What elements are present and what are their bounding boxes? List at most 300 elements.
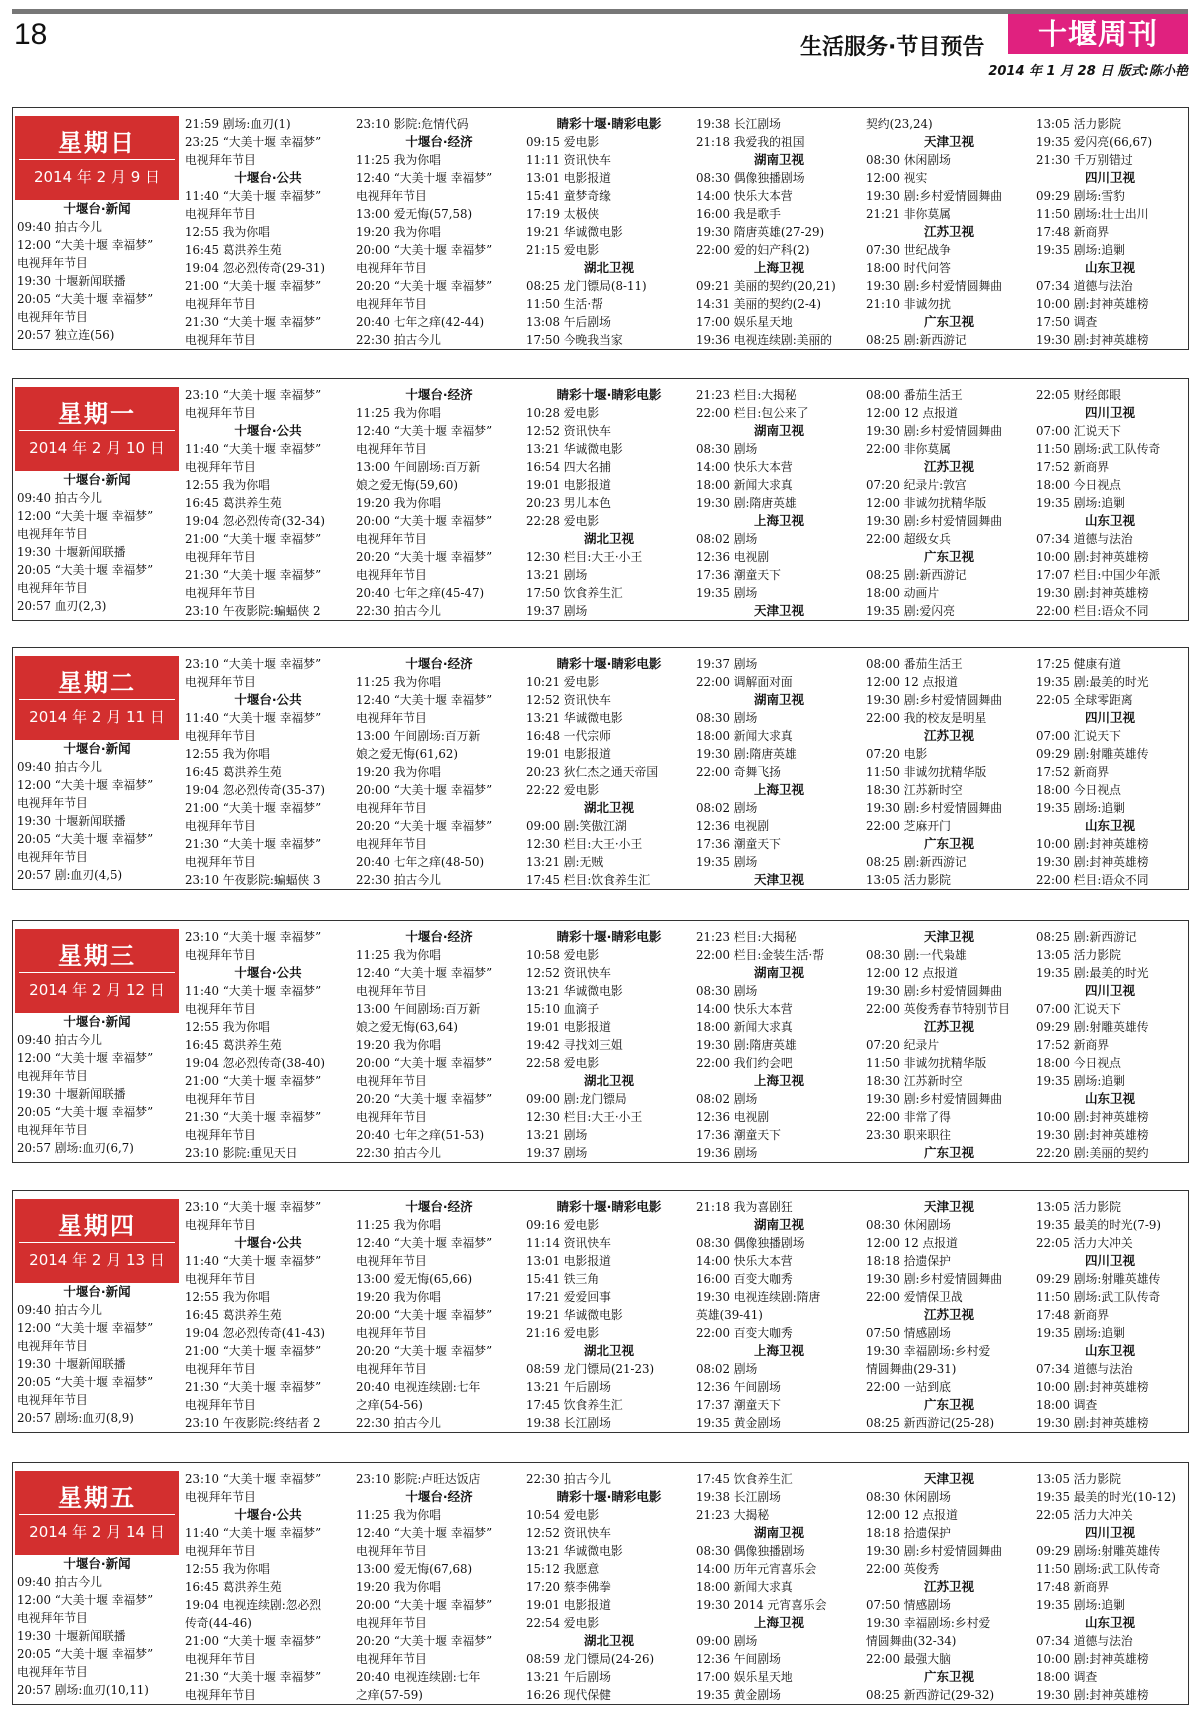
program-line: 23:10 影院:卢旺达饭店 — [356, 1472, 481, 1486]
program-line: 22:54 爱电影 — [526, 1616, 600, 1630]
program-line: 09:40 拍古今儿 — [17, 220, 102, 234]
program-line: 19:30 剧:乡村爱情圆舞曲 — [866, 1092, 1003, 1106]
program-line: 22:05 活力大冲关 — [1036, 1236, 1133, 1250]
program-line: 21:23 栏目:大揭秘 — [696, 930, 797, 944]
channel-heading: 湖北卫视 — [583, 1343, 634, 1358]
schedule-column — [356, 928, 522, 1162]
program-line: 电视拜年节目 — [17, 1123, 88, 1137]
program-line: 22:20 剧:美丽的契约 — [1036, 1146, 1149, 1160]
channel-heading: 十堰台·公共 — [234, 170, 302, 185]
program-line: 11:11 资讯快车 — [526, 153, 611, 167]
program-line: 17:45 栏目:饮食养生汇 — [526, 873, 651, 887]
program-line: 17:21 爱爱回事 — [526, 1290, 611, 1304]
program-line: 电视拜年节目 — [185, 1362, 256, 1376]
program-line: 19:01 电影报道 — [526, 1598, 611, 1612]
program-line: 22:30 拍古今儿 — [356, 1416, 441, 1430]
program-line: 08:30 偶像独播剧场 — [696, 171, 805, 185]
program-line: 11:50 剧场:武工队传奇 — [1036, 442, 1161, 456]
program-line: 12:00 “大美十堰 幸福梦” — [17, 1321, 154, 1335]
program-line: 22:28 爱电影 — [526, 514, 600, 528]
day-header — [15, 116, 179, 200]
program-line: 22:00 调解面对面 — [696, 675, 793, 689]
program-line: 19:38 长江剧场 — [526, 1416, 611, 1430]
program-line: 17:25 健康有道 — [1036, 657, 1121, 671]
program-line: 16:00 百变大咖秀 — [696, 1272, 793, 1286]
program-line: 09:29 剧:射雕英雄传 — [1036, 1020, 1149, 1034]
program-line: 电视拜年节目 — [356, 837, 427, 851]
program-line: 20:20 “大美十堰 幸福梦” — [356, 550, 493, 564]
program-line: 16:45 葛洪养生苑 — [185, 1308, 282, 1322]
channel-heading: 十堰台·新闻 — [63, 472, 131, 487]
program-line: 17:00 娱乐星天地 — [696, 315, 793, 329]
program-line: 19:30 十堰新闻联播 — [17, 1087, 126, 1101]
program-line: 22:30 拍古今儿 — [356, 1146, 441, 1160]
program-line: 11:40 “大美十堰 幸福梦” — [185, 1254, 322, 1268]
program-line: 10:00 剧:封神英雄榜 — [1036, 297, 1149, 311]
channel-heading: 天津卫视 — [923, 1471, 974, 1486]
program-line: 08:25 剧:新西游记 — [1036, 930, 1137, 944]
program-line: 13:05 活力影院 — [866, 873, 951, 887]
program-line: 11:40 “大美十堰 幸福梦” — [185, 984, 322, 998]
program-line: 11:40 “大美十堰 幸福梦” — [185, 1526, 322, 1540]
schedule-column — [17, 200, 177, 344]
schedule-column — [866, 1470, 1032, 1704]
program-line: 22:00 英俊秀春节特别节目 — [866, 1002, 1010, 1016]
program-line: 20:05 “大美十堰 幸福梦” — [17, 292, 154, 306]
date-editor-line: 2014 年 1 月 28 日 版式:陈小艳 — [988, 64, 1188, 79]
day-header — [15, 656, 179, 740]
program-line: 08:30 剧场 — [696, 442, 758, 456]
schedule-column — [526, 386, 692, 620]
program-line: 电视拜年节目 — [356, 711, 427, 725]
program-line: 电视拜年节目 — [17, 1069, 88, 1083]
program-line: 10:58 爱电影 — [526, 948, 600, 962]
program-line: 09:40 拍古今儿 — [17, 1033, 102, 1047]
program-line: 12:00 12 点报道 — [866, 1236, 958, 1250]
program-line: 19:35 剧场:追剿 — [1036, 496, 1125, 510]
program-line: 14:00 快乐大本营 — [696, 460, 793, 474]
program-line: 19:30 隋唐英雄(27-29) — [696, 225, 825, 239]
program-line: 12:00 12 点报道 — [866, 406, 958, 420]
program-line: 19:04 忽必烈传奇(32-34) — [185, 514, 325, 528]
program-line: 11:50 非诚勿扰精华版 — [866, 765, 987, 779]
program-line: 11:25 我为你唱 — [356, 153, 441, 167]
program-line: 电视拜年节目 — [356, 1616, 427, 1630]
program-line: 电视拜年节目 — [185, 333, 256, 347]
program-line: 22:00 栏目:语众不同 — [1036, 604, 1149, 618]
program-line: 23:10 影院:重见天日 — [185, 1146, 298, 1160]
program-line: 电视拜年节目 — [185, 1272, 256, 1286]
program-line: 11:40 “大美十堰 幸福梦” — [185, 189, 322, 203]
program-line: 11:25 我为你唱 — [356, 675, 441, 689]
program-line: 12:55 我为你唱 — [185, 478, 270, 492]
program-line: 20:05 “大美十堰 幸福梦” — [17, 563, 154, 577]
schedule-column — [1036, 1470, 1184, 1704]
channel-heading: 十堰台·公共 — [234, 1235, 302, 1250]
channel-heading: 广东卫视 — [923, 314, 974, 329]
schedule-column — [526, 655, 692, 889]
program-line: 电视拜年节目 — [185, 1398, 256, 1412]
program-line: 电视拜年节目 — [17, 796, 88, 810]
program-line: 11:50 剧场:壮士出川 — [1036, 207, 1149, 221]
program-line: 电视拜年节目 — [356, 1110, 427, 1124]
schedule-column — [17, 1013, 177, 1157]
program-line: 07:34 道德与法治 — [1036, 1362, 1133, 1376]
program-line: 14:00 快乐大本营 — [696, 1002, 793, 1016]
program-line: 21:30 “大美十堰 幸福梦” — [185, 568, 322, 582]
program-line: 20:05 “大美十堰 幸福梦” — [17, 1105, 154, 1119]
program-line: 18:00 新闻大求真 — [696, 1580, 793, 1594]
schedule-column — [185, 386, 351, 620]
program-line: 20:00 “大美十堰 幸福梦” — [356, 243, 493, 257]
schedule-column — [866, 115, 1032, 349]
program-line: 08:59 龙门镖局(21-23) — [526, 1362, 655, 1376]
channel-heading: 十堰台·新闻 — [63, 201, 131, 216]
program-line: 19:21 华诚微电影 — [526, 1308, 623, 1322]
program-line: 20:40 电视连续剧:七年 — [356, 1670, 481, 1684]
program-line: 15:41 铁三角 — [526, 1272, 600, 1286]
channel-heading: 十堰台·公共 — [234, 423, 302, 438]
day-name: 星期四 — [58, 1212, 136, 1240]
program-line: 12:00 “大美十堰 幸福梦” — [17, 1051, 154, 1065]
program-line: 英雄(39-41) — [696, 1308, 763, 1322]
program-line: 19:01 电影报道 — [526, 747, 611, 761]
program-line: 17:00 娱乐星天地 — [696, 1670, 793, 1684]
channel-heading: 天津卫视 — [923, 1199, 974, 1214]
program-line: 18:00 动画片 — [866, 586, 940, 600]
channel-heading: 上海卫视 — [753, 513, 804, 528]
program-line: 07:20 纪录片 — [866, 1038, 940, 1052]
program-line: 13:08 午后剧场 — [526, 315, 611, 329]
program-line: 19:04 忽必烈传奇(38-40) — [185, 1056, 325, 1070]
program-line: 15:10 血滴子 — [526, 1002, 600, 1016]
page-number: 18 — [14, 18, 48, 51]
day-name: 星期五 — [58, 1484, 136, 1512]
program-line: 电视拜年节目 — [356, 442, 427, 456]
channel-heading: 湖南卫视 — [753, 152, 804, 167]
program-line: 电视拜年节目 — [185, 675, 256, 689]
channel-heading: 上海卫视 — [753, 1615, 804, 1630]
program-line: 20:40 七年之痒(42-44) — [356, 315, 485, 329]
channel-heading: 江苏卫视 — [923, 1307, 974, 1322]
program-line: 19:35 剧场:追剿 — [1036, 801, 1125, 815]
program-line: 电视拜年节目 — [17, 256, 88, 270]
program-line: 18:18 拾遗保护 — [866, 1254, 951, 1268]
day-date: 2014 年 2 月 14 日 — [19, 1514, 175, 1542]
program-line: 19:38 长江剧场 — [696, 1490, 781, 1504]
program-line: 08:02 剧场 — [696, 1092, 758, 1106]
program-line: 22:00 百变大咖秀 — [696, 1326, 793, 1340]
program-line: 电视拜年节目 — [17, 850, 88, 864]
program-line: 22:30 拍古今儿 — [526, 1472, 611, 1486]
program-line: 电视拜年节目 — [185, 1218, 256, 1232]
program-line: 20:00 “大美十堰 幸福梦” — [356, 514, 493, 528]
channel-heading: 天津卫视 — [923, 134, 974, 149]
program-line: 21:30 “大美十堰 幸福梦” — [185, 315, 322, 329]
channel-heading: 睛彩十堰·睛彩电影 — [556, 656, 662, 671]
program-line: 13:01 电影报道 — [526, 171, 611, 185]
program-line: 12:55 我为你唱 — [185, 225, 270, 239]
day-name: 星期日 — [58, 129, 136, 157]
day-header — [15, 929, 179, 1013]
program-line: 12:40 “大美十堰 幸福梦” — [356, 171, 493, 185]
program-line: 18:00 新闻大求真 — [696, 729, 793, 743]
program-line: 18:30 江苏新时空 — [866, 1074, 963, 1088]
program-line: 19:30 剧:隋唐英雄 — [696, 1038, 797, 1052]
program-line: 19:30 十堰新闻联播 — [17, 274, 126, 288]
channel-heading: 四川卫视 — [1084, 1253, 1135, 1268]
program-line: 09:29 剧场:雪豹 — [1036, 189, 1125, 203]
program-line: 19:30 十堰新闻联播 — [17, 545, 126, 559]
program-line: 11:50 非诚勿扰精华版 — [866, 1056, 987, 1070]
program-line: 08:25 新西游记(29-32) — [866, 1688, 995, 1702]
program-line: 19:30 剧:乡村爱情圆舞曲 — [866, 279, 1003, 293]
program-line: 08:02 剧场 — [696, 801, 758, 815]
schedule-column — [866, 928, 1032, 1162]
program-line: 19:35 黄金剧场 — [696, 1688, 781, 1702]
program-line: 19:01 电影报道 — [526, 478, 611, 492]
schedule-column — [526, 115, 692, 349]
program-line: 电视拜年节目 — [185, 207, 256, 221]
day-date: 2014 年 2 月 11 日 — [19, 699, 175, 727]
program-line: 08:30 休闲剧场 — [866, 1490, 951, 1504]
program-line: 12:36 电视剧 — [696, 1110, 770, 1124]
program-line: 21:30 千万别错过 — [1036, 153, 1133, 167]
program-line: 13:00 爱无悔(57,58) — [356, 207, 473, 221]
program-line: 21:30 “大美十堰 幸福梦” — [185, 1670, 322, 1684]
program-line: 20:40 七年之痒(51-53) — [356, 1128, 485, 1142]
program-line: 16:48 一代宗师 — [526, 729, 611, 743]
program-line: 16:45 葛洪养生苑 — [185, 1580, 282, 1594]
program-line: 09:29 剧:射雕英雄传 — [1036, 747, 1149, 761]
program-line: 22:22 爱电影 — [526, 783, 600, 797]
program-line: 电视拜年节目 — [356, 1362, 427, 1376]
program-line: 08:25 龙门镖局(8-11) — [526, 279, 647, 293]
program-line: 07:50 情感剧场 — [866, 1598, 951, 1612]
program-line: 13:00 午间剧场:百万新 — [356, 1002, 481, 1016]
day-name: 星期一 — [58, 400, 136, 428]
program-line: 18:00 今日视点 — [1036, 478, 1121, 492]
program-line: 电视拜年节目 — [185, 297, 256, 311]
schedule-column — [696, 115, 862, 349]
program-line: 23:10 午夜影院:蝙蝠侠 3 — [185, 873, 321, 887]
program-line: 12:55 我为你唱 — [185, 747, 270, 761]
program-line: 娘之爱无悔(63,64) — [356, 1020, 458, 1034]
program-line: 电视拜年节目 — [185, 1688, 256, 1702]
schedule-column — [696, 928, 862, 1162]
program-line: 电视拜年节目 — [185, 1002, 256, 1016]
program-line: 23:10 影院:危情代码 — [356, 117, 469, 131]
program-line: 09:29 剧场:射雕英雄传 — [1036, 1272, 1161, 1286]
program-line: 19:37 剧场 — [696, 657, 758, 671]
program-line: 12:55 我为你唱 — [185, 1290, 270, 1304]
program-line: 17:07 栏目:中国少年派 — [1036, 568, 1161, 582]
program-line: 16:45 葛洪养生苑 — [185, 496, 282, 510]
program-line: 19:20 我为你唱 — [356, 496, 441, 510]
program-line: 09:40 拍古今儿 — [17, 491, 102, 505]
program-line: 19:35 剧:最美的时光 — [1036, 675, 1149, 689]
program-line: 19:30 剧:乡村爱情圆舞曲 — [866, 1544, 1003, 1558]
program-line: 11:25 我为你唱 — [356, 948, 441, 962]
channel-heading: 上海卫视 — [753, 260, 804, 275]
program-line: 11:40 “大美十堰 幸福梦” — [185, 711, 322, 725]
program-line: 21:00 “大美十堰 幸福梦” — [185, 279, 322, 293]
program-line: 电视拜年节目 — [356, 1254, 427, 1268]
program-line: 12:55 我为你唱 — [185, 1020, 270, 1034]
program-line: 13:21 华诚微电影 — [526, 711, 623, 725]
program-line: 09:40 拍古今儿 — [17, 1575, 102, 1589]
channel-heading: 湖南卫视 — [753, 965, 804, 980]
program-line: 电视拜年节目 — [17, 527, 88, 541]
program-line: 19:35 剧:最美的时光 — [1036, 966, 1149, 980]
program-line: 电视拜年节目 — [185, 729, 256, 743]
program-line: 10:00 剧:封神英雄榜 — [1036, 550, 1149, 564]
program-line: 之痒(54-56) — [356, 1398, 423, 1412]
program-line: 19:35 爱闪亮(66,67) — [1036, 135, 1153, 149]
schedule-column — [1036, 655, 1184, 889]
channel-heading: 江苏卫视 — [923, 1579, 974, 1594]
program-line: 电视拜年节目 — [356, 1074, 427, 1088]
program-line: 情圆舞曲(32-34) — [866, 1634, 957, 1648]
program-line: 19:30 幸福剧场:乡村爱 — [866, 1616, 991, 1630]
program-line: 19:35 剧场:追剿 — [1036, 1074, 1125, 1088]
channel-heading: 十堰台·经济 — [405, 656, 473, 671]
program-line: 电视拜年节目 — [356, 1544, 427, 1558]
channel-heading: 天津卫视 — [923, 929, 974, 944]
schedule-column — [185, 1470, 351, 1704]
program-line: 20:40 七年之痒(48-50) — [356, 855, 485, 869]
program-line: 22:00 最强大脑 — [866, 1652, 951, 1666]
program-line: 19:04 电视连续剧:忽必烈 — [185, 1598, 322, 1612]
program-line: 07:00 汇说天下 — [1036, 424, 1121, 438]
program-line: 12:36 午间剧场 — [696, 1380, 781, 1394]
program-line: 20:05 “大美十堰 幸福梦” — [17, 832, 154, 846]
program-line: 19:35 剧场:追剿 — [1036, 1598, 1125, 1612]
schedule-column — [185, 115, 351, 349]
channel-heading: 睛彩十堰·睛彩电影 — [556, 1489, 662, 1504]
program-line: 12:30 栏目:大王·小王 — [526, 1110, 643, 1124]
program-line: 12:40 “大美十堰 幸福梦” — [356, 1236, 493, 1250]
program-line: 18:18 拾遗保护 — [866, 1526, 951, 1540]
program-line: 07:20 电影 — [866, 747, 928, 761]
program-line: 16:26 现代保健 — [526, 1688, 611, 1702]
program-line: 19:04 忽必烈传奇(41-43) — [185, 1326, 325, 1340]
program-line: 电视拜年节目 — [356, 1652, 427, 1666]
schedule-column — [696, 386, 862, 620]
program-line: 19:30 电视连续剧:隋唐 — [696, 1290, 821, 1304]
program-line: 21:00 “大美十堰 幸福梦” — [185, 1074, 322, 1088]
program-line: 20:40 七年之痒(45-47) — [356, 586, 485, 600]
program-line: 13:21 剧:无贼 — [526, 855, 604, 869]
program-line: 19:35 剧场 — [696, 586, 758, 600]
program-line: 12:30 栏目:大王·小王 — [526, 550, 643, 564]
program-line: 22:00 一站到底 — [866, 1380, 951, 1394]
channel-heading: 湖南卫视 — [753, 1217, 804, 1232]
channel-heading: 四川卫视 — [1084, 405, 1135, 420]
program-line: 12:30 栏目:大王·小王 — [526, 837, 643, 851]
program-line: 08:30 剧场 — [696, 711, 758, 725]
program-line: 17:45 饮食养生汇 — [696, 1472, 793, 1486]
program-line: 19:30 剧:隋唐英雄 — [696, 747, 797, 761]
program-line: 11:25 我为你唱 — [356, 406, 441, 420]
program-line: 09:00 剧:龙门镖局 — [526, 1092, 627, 1106]
program-line: 23:10 “大美十堰 幸福梦” — [185, 388, 322, 402]
channel-heading: 上海卫视 — [753, 782, 804, 797]
schedule-column — [1036, 115, 1184, 349]
program-line: 17:48 新商界 — [1036, 225, 1110, 239]
program-line: 22:30 拍古今儿 — [356, 873, 441, 887]
program-line: 21:00 “大美十堰 幸福梦” — [185, 801, 322, 815]
channel-heading: 十堰台·经济 — [405, 1199, 473, 1214]
day-date: 2014 年 2 月 9 日 — [19, 159, 175, 187]
channel-heading: 山东卫视 — [1084, 513, 1135, 528]
program-line: 12:00 “大美十堰 幸福梦” — [17, 778, 154, 792]
program-line: 19:30 剧:封神英雄榜 — [1036, 586, 1149, 600]
program-line: 19:36 剧场 — [696, 1146, 758, 1160]
program-line: 21:23 栏目:大揭秘 — [696, 388, 797, 402]
program-line: 21:59 剧场:血刃(1) — [185, 117, 291, 131]
program-line: 22:00 栏目:包公来了 — [696, 406, 809, 420]
schedule-column — [1036, 928, 1184, 1162]
program-line: 14:31 美丽的契约(2-4) — [696, 297, 821, 311]
program-line: 21:00 “大美十堰 幸福梦” — [185, 532, 322, 546]
program-line: 17:37 潮童天下 — [696, 1398, 781, 1412]
program-line: 10:21 爱电影 — [526, 675, 600, 689]
program-line: 12:00 “大美十堰 幸福梦” — [17, 238, 154, 252]
program-line: 07:34 道德与法治 — [1036, 532, 1133, 546]
program-line: 14:00 快乐大本营 — [696, 189, 793, 203]
program-line: 09:21 美丽的契约(20,21) — [696, 279, 836, 293]
program-line: 22:30 拍古今儿 — [356, 604, 441, 618]
program-line: 17:50 今晚我当家 — [526, 333, 623, 347]
program-line: 08:00 番茄生活王 — [866, 657, 963, 671]
program-line: 17:20 蔡李佛拳 — [526, 1580, 611, 1594]
channel-heading: 十堰台·新闻 — [63, 1556, 131, 1571]
program-line: 12:00 非诚勿扰精华版 — [866, 496, 987, 510]
channel-heading: 湖北卫视 — [583, 1633, 634, 1648]
program-line: 19:20 我为你唱 — [356, 1038, 441, 1052]
program-line: 13:05 活力影院 — [1036, 948, 1121, 962]
schedule-column — [696, 1198, 862, 1432]
program-line: 18:00 调查 — [1036, 1398, 1098, 1412]
program-line: 21:15 爱电影 — [526, 243, 600, 257]
program-line: 20:20 “大美十堰 幸福梦” — [356, 1344, 493, 1358]
schedule-column — [356, 1198, 522, 1432]
schedule-column — [866, 386, 1032, 620]
channel-heading: 山东卫视 — [1084, 1343, 1135, 1358]
program-line: 12:52 资讯快车 — [526, 693, 611, 707]
program-line: 娘之爱无悔(59,60) — [356, 478, 458, 492]
channel-heading: 山东卫视 — [1084, 818, 1135, 833]
program-line: 09:29 剧场:射雕英雄传 — [1036, 1544, 1161, 1558]
program-line: 13:00 爱无悔(67,68) — [356, 1562, 473, 1576]
program-line: 10:00 剧:封神英雄榜 — [1036, 1110, 1149, 1124]
program-line: 22:00 爱的妇产科(2) — [696, 243, 810, 257]
program-line: 20:20 “大美十堰 幸福梦” — [356, 279, 493, 293]
program-line: 18:30 江苏新时空 — [866, 783, 963, 797]
channel-heading: 睛彩十堰·睛彩电影 — [556, 387, 662, 402]
program-line: 08:02 剧场 — [696, 1362, 758, 1376]
program-line: 10:28 爱电影 — [526, 406, 600, 420]
program-line: 08:02 剧场 — [696, 532, 758, 546]
program-line: 19:35 剧场 — [696, 855, 758, 869]
program-line: 15:12 我愿意 — [526, 1562, 600, 1576]
schedule-column — [17, 1555, 177, 1699]
section-title: 生活服务·节目预告 — [800, 35, 985, 60]
schedule-column — [17, 1283, 177, 1427]
day-block — [12, 107, 1189, 350]
program-line: 电视拜年节目 — [185, 1128, 256, 1142]
